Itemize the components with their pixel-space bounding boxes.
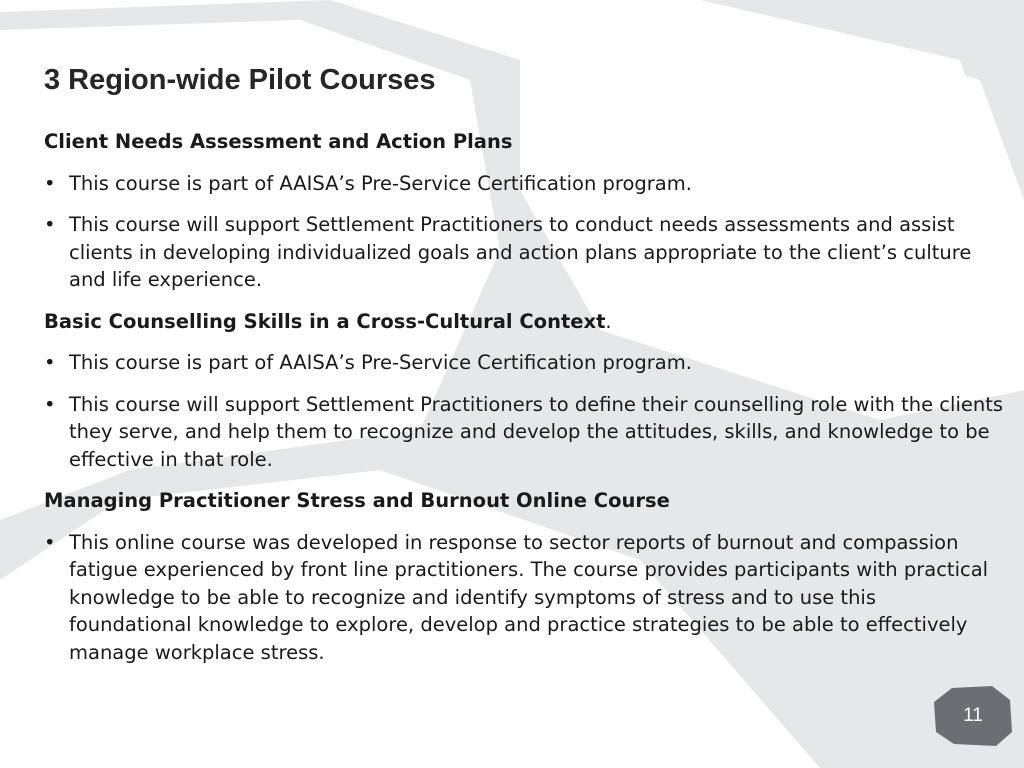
bullet-item — [44, 211, 1004, 294]
slide-number-badge — [934, 686, 1000, 746]
course-heading-text: Client Needs Assessment and Action Plans — [44, 130, 513, 153]
bullet-icon: • — [44, 392, 56, 416]
bullet-item — [44, 391, 1004, 474]
slide-number: 11 — [963, 705, 983, 726]
bullet-icon: • — [44, 171, 56, 195]
bullet-item — [44, 170, 1004, 198]
bullet-text: This course will support Settlement Practitioners to conduct needs assessments and assist clients in developing individualized goals and action plans appropriate to the client’s culture and life experience. — [69, 213, 972, 291]
bullet-list — [44, 349, 1004, 473]
bullet-text: This course will support Settlement Practitioners to define their counselling role with the clients they serve, and help them to recognize and develop the attitudes, skills, and knowledge to be effective in that role. — [69, 392, 1004, 471]
course-heading-suffix: . — [605, 309, 612, 333]
course-heading — [44, 128, 1004, 156]
bullet-item — [44, 349, 1004, 377]
course-block — [44, 128, 1004, 294]
bullet-text: This course is part of AAISA’s Pre-Service Certification program. — [69, 171, 692, 195]
bullet-icon: • — [44, 351, 56, 374]
course-heading — [44, 487, 1004, 515]
bullet-text: This online course was developed in response to sector reports of burnout and compassion fatigue experienced by front line practitioners. The course provides participants with practical knowledge to be able to recognize and identify symptoms of stress and to use this foundational knowledge to explore, develop and practice strategies to be able to effectively manage workplace stress. — [69, 530, 989, 664]
course-heading-text: Managing Practitioner Stress and Burnout Online Course — [44, 489, 670, 512]
bullet-icon: • — [44, 213, 56, 236]
slide-title: 3 Region-wide Pilot Courses — [44, 64, 436, 96]
bullet-item — [44, 529, 1004, 667]
course-heading-text: Basic Counselling Skills in a Cross-Cultural Context — [44, 309, 606, 333]
bullet-text: This course is part of AAISA’s Pre-Service Certification program. — [69, 351, 692, 374]
course-heading — [44, 308, 1004, 336]
bullet-icon: • — [44, 530, 56, 554]
course-list — [44, 128, 1004, 680]
course-block — [44, 487, 1004, 666]
bullet-list — [44, 170, 1004, 294]
course-block — [44, 308, 1004, 474]
bullet-list — [44, 529, 1004, 667]
